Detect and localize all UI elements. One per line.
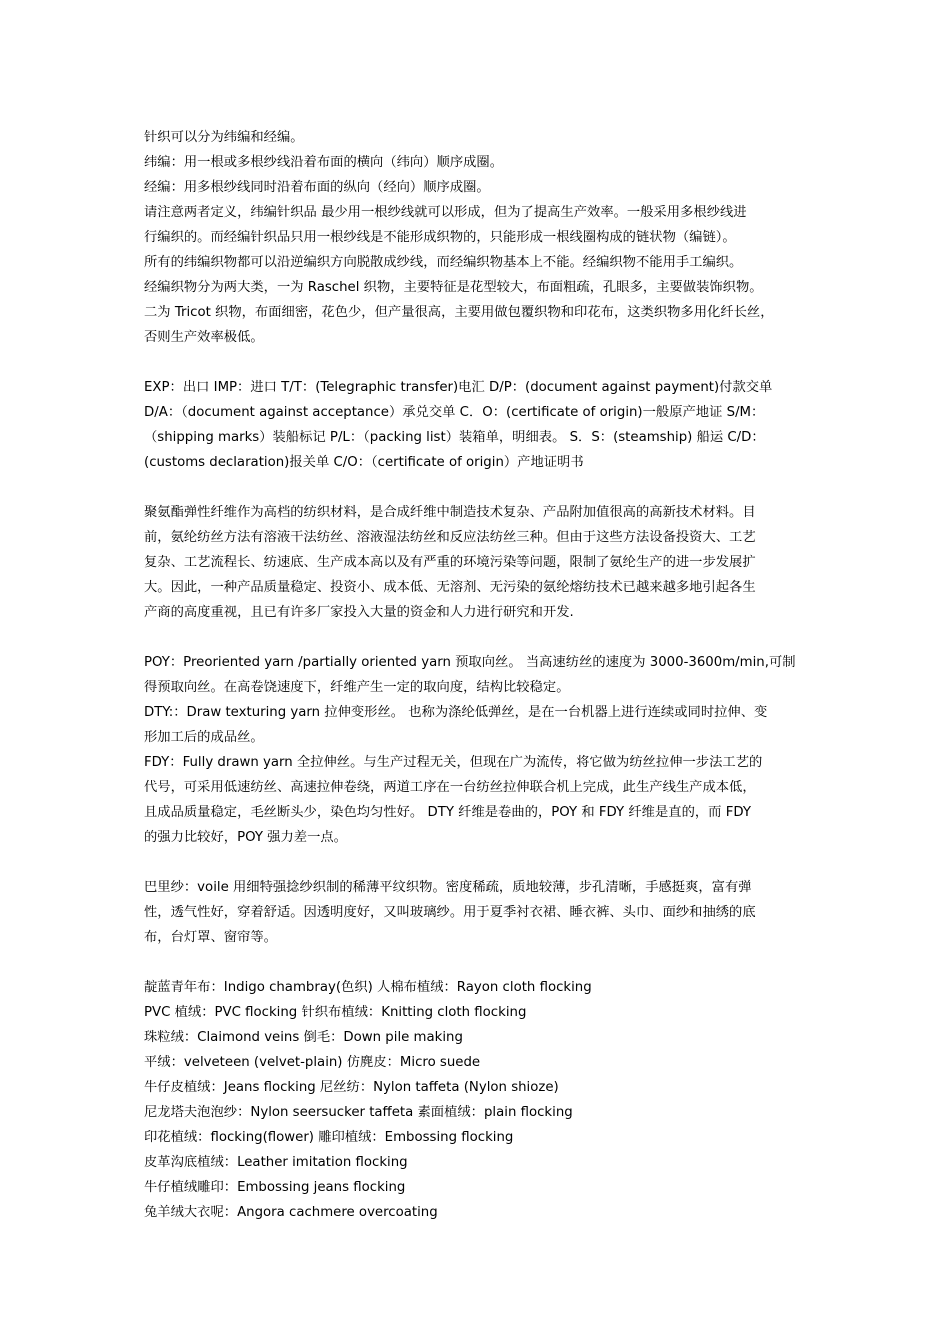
paragraph-knitting: [144, 125, 820, 350]
paragraph-fabric-glossary: [144, 975, 820, 1225]
glossary-line: 平绒：velveteen (velvet-plain) 仿麂皮：Micro suede: [144, 1055, 481, 1070]
paragraph-gap: [144, 475, 820, 500]
text-line: 经编织物分为两大类，一为 Raschel 织物，主要特征是花型较大，布面粗疏，孔眼多，主要做装饰织物。: [144, 280, 763, 295]
text-line: 大。因此，一种产品质量稳定、投资小、成本低、无溶剂、无污染的氨纶熔纺技术已越来越多地引起各生: [144, 580, 756, 595]
text-line: 产商的高度重视，且已有许多厂家投入大量的资金和人力进行研究和开发.: [144, 605, 574, 620]
glossary-line: PVC 植绒：PVC flocking 针织布植绒：Knitting cloth flocking: [144, 1005, 527, 1020]
text-line: 二为 Tricot 织物，布面细密，花色少，但产量很高，主要用做包覆织物和印花布，这类织物多用化纤长丝，: [144, 305, 774, 320]
text-line: 得预取向丝。在高卷饶速度下，纤维产生一定的取向度，结构比较稳定。: [144, 680, 570, 695]
paragraph-spandex: [144, 500, 820, 625]
paragraph-gap: [144, 950, 820, 975]
text-line: 且成品质量稳定，毛丝断头少，染色均匀性好。 DTY 纤维是卷曲的，POY 和 FDY 纤维是直的，而 FDY: [144, 805, 751, 820]
glossary-line: 兔羊绒大衣呢：Angora cachmere overcoating: [144, 1205, 438, 1220]
text-line: 针织可以分为纬编和经编。: [144, 130, 304, 145]
text-line: 前，氨纶纺丝方法有溶液干法纺丝、溶液湿法纺丝和反应法纺丝三种。但由于这些方法设备投资大、工艺: [144, 530, 756, 545]
paragraph-trade-terms: [144, 375, 820, 475]
glossary-line: 皮革沟底植绒：Leather imitation flocking: [144, 1155, 408, 1170]
text-line: (customs declaration)报关单 C/O：（certificate of origin）产地证明书: [144, 455, 584, 470]
text-line: POY：Preoriented yarn /partially oriented yarn 预取向丝。 当高速纺丝的速度为 3000-3600m/min,可制: [144, 655, 796, 670]
text-line: FDY：Fully drawn yarn 全拉伸丝。与生产过程无关，但现在广为流传，将它做为纺丝拉伸一步法工艺的: [144, 755, 763, 770]
text-line: 形加工后的成品丝。: [144, 730, 264, 745]
text-line: 复杂、工艺流程长、纺速底、生产成本高以及有严重的环境污染等问题，限制了氨纶生产的进一步发展扩: [144, 555, 756, 570]
text-line: 经编：用多根纱线同时沿着布面的纵向（经向）顺序成圈。: [144, 180, 490, 195]
glossary-line: 尼龙塔夫泡泡纱：Nylon seersucker taffeta 素面植绒：plain flocking: [144, 1105, 573, 1120]
text-line: 代号，可采用低速纺丝、高速拉伸卷绕，两道工序在一台纺丝拉伸联合机上完成，此生产线生产成本低，: [144, 780, 756, 795]
glossary-line: 珠粒绒：Claimond veins 倒毛：Down pile making: [144, 1030, 463, 1045]
paragraph-gap: [144, 625, 820, 650]
paragraph-voile: [144, 875, 820, 950]
paragraph-yarn-types: [144, 650, 820, 850]
text-line: DTY:：Draw texturing yarn 拉伸变形丝。 也称为涤纶低弹丝，是在一台机器上进行连续或同时拉伸、变: [144, 705, 768, 720]
text-line: D/A：（document against acceptance）承兑交单 C．O：(certificate of origin)一般原产地证 S/M：: [144, 405, 765, 420]
document-body: [144, 125, 820, 1225]
text-line: 否则生产效率极低。: [144, 330, 264, 345]
paragraph-gap: [144, 850, 820, 875]
glossary-line: 牛仔皮植绒：Jeans flocking 尼丝纺：Nylon taffeta (Nylon shioze): [144, 1080, 559, 1095]
text-line: EXP：出口 IMP：进口 T/T：(Telegraphic transfer)电汇 D/P：(document against payment)付款交单: [144, 380, 773, 395]
text-line: 行编织的。而经编针织品只用一根纱线是不能形成织物的，只能形成一根线圈构成的链状物（编链）。: [144, 230, 736, 245]
text-line: 聚氨酯弹性纤维作为高档的纺织材料，是合成纤维中制造技术复杂、产品附加值很高的高新技术材料。目: [144, 505, 756, 520]
glossary-line: 印花植绒：flocking(flower) 雕印植绒：Embossing flocking: [144, 1130, 514, 1145]
text-line: 布，台灯罩、窗帘等。: [144, 930, 277, 945]
paragraph-gap: [144, 350, 820, 375]
glossary-line: 靛蓝青年布：Indigo chambray(色织) 人棉布植绒：Rayon cloth flocking: [144, 980, 592, 995]
text-line: 性，透气性好，穿着舒适。因透明度好，又叫玻璃纱。用于夏季衬衣裙、睡衣裤、头巾、面纱和抽绣的底: [144, 905, 756, 920]
text-line: 巴里纱：voile 用细特强捻纱织制的稀薄平纹织物。密度稀疏，质地较薄，步孔清晰，手感挺爽，富有弹: [144, 880, 752, 895]
text-line: 请注意两者定义，纬编针织品 最少用一根纱线就可以形成，但为了提高生产效率。一般采用多根纱线进: [144, 205, 747, 220]
text-line: 纬编：用一根或多根纱线沿着布面的横向（纬向）顺序成圈。: [144, 155, 504, 170]
text-line: 所有的纬编织物都可以沿逆编织方向脱散成纱线，而经编织物基本上不能。经编织物不能用手工编织。: [144, 255, 743, 270]
text-line: （shipping marks）装船标记 P/L：（packing list）装箱单，明细表。 S．S：(steamship) 船运 C/D：: [144, 430, 765, 445]
text-line: 的强力比较好，POY 强力差一点。: [144, 830, 347, 845]
glossary-line: 牛仔植绒雕印：Embossing jeans flocking: [144, 1180, 406, 1195]
